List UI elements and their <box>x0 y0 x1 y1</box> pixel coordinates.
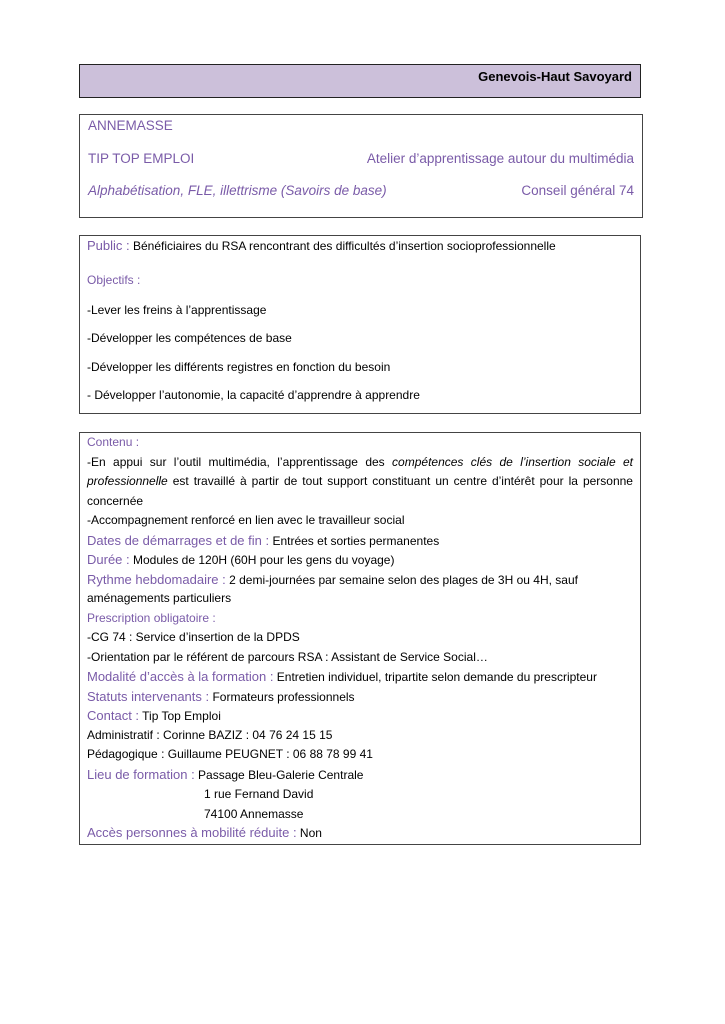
contact-admin: Administratif : Corinne BAZIZ : 04 76 24 15 15 <box>87 727 333 742</box>
workshop-title: Atelier d’apprentissage autour du multimédia <box>366 151 634 166</box>
duree-value: Modules de 120H (60H pour les gens du voyage) <box>132 553 395 567</box>
statuts-value: Formateurs professionnels <box>212 689 355 704</box>
contact-pedagogique: Pédagogique : Guillaume PEUGNET : 06 88 78 99 41 <box>87 747 373 761</box>
contenu-text: -En appui sur l’outil multimédia, l’apprentissage des <box>87 454 385 469</box>
info-box <box>79 114 643 218</box>
contact-row <box>87 706 633 727</box>
region-header <box>79 64 641 98</box>
objective-item: - Développer l’autonomie, la capacité d’apprendre à apprendre <box>87 388 420 402</box>
objective-item: -Lever les freins à l’apprentissage <box>87 303 267 317</box>
statuts-label: Statuts intervenants : <box>87 688 210 704</box>
contenu-line: -Accompagnement renforcé en lien avec le travailleur social <box>87 513 405 527</box>
organization-name: TIP TOP EMPLOI <box>88 151 195 166</box>
contenu-line: concernée <box>87 493 144 508</box>
objectives-label: Objectifs : <box>87 273 141 287</box>
contenu-line <box>87 453 633 473</box>
dates-value: Entrées et sorties permanentes <box>272 533 440 548</box>
contact-value: Tip Top Emploi <box>142 709 221 723</box>
funder-label: Conseil général 74 <box>521 183 634 198</box>
region-title: Genevois-Haut Savoyard <box>478 69 632 84</box>
lieu-address-1: Passage Bleu-Galerie Centrale <box>198 767 364 782</box>
objective-item: -Développer les compétences de base <box>87 331 292 345</box>
acces-label: Accès personnes à mobilité réduite : <box>87 825 297 840</box>
rythme-label: Rythme hebdomadaire : <box>87 571 226 587</box>
prescription-label: Prescription obligatoire : <box>87 610 216 625</box>
rythme-value: 2 demi-journées par semaine selon des plages de 3H ou 4H, sauf <box>229 572 578 587</box>
public-text: Bénéficiaires du RSA rencontrant des difficultés d’insertion socioprofessionnelle <box>132 239 556 253</box>
contact-label: Contact : <box>87 708 140 723</box>
contenu-line <box>87 472 633 492</box>
modalite-row <box>87 667 633 688</box>
contenu-text: est travaillé à partir de tout support constituant un centre d’intérêt pour la personne <box>172 474 633 488</box>
duree-row <box>87 550 633 571</box>
acces-value: Non <box>299 826 322 840</box>
contenu-emphasis: professionnelle <box>87 474 168 488</box>
prescription-item: -Orientation par le référent de parcours RSA : Assistant de Service Social… <box>87 649 488 664</box>
lieu-row <box>87 765 633 786</box>
lieu-address-3: 74100 Annemasse <box>204 806 304 821</box>
public-label: Public : <box>87 238 130 253</box>
public-row <box>87 238 556 253</box>
contenu-emphasis: compétences clés de l’insertion sociale et <box>392 454 633 469</box>
public-objectives-box <box>79 235 641 414</box>
modalite-label: Modalité d’accès à la formation : <box>87 669 274 684</box>
prescription-item: -CG 74 : Service d’insertion de la DPDS <box>87 630 300 644</box>
objective-item: -Développer les différents registres en fonction du besoin <box>87 360 391 374</box>
statuts-row <box>87 687 633 708</box>
dates-label: Dates de démarrages et de fin : <box>87 532 270 548</box>
rythme-value-cont: aménagements particuliers <box>87 591 232 605</box>
lieu-label: Lieu de formation : <box>87 766 195 782</box>
content-box <box>79 432 641 845</box>
acces-row <box>87 823 633 844</box>
dates-row <box>87 531 633 552</box>
contenu-label: Contenu : <box>87 435 140 449</box>
domain-label: Alphabétisation, FLE, illettrisme (Savoirs de base) <box>88 183 387 198</box>
modalite-value: Entretien individuel, tripartite selon demande du prescripteur <box>276 670 597 684</box>
city-name: ANNEMASSE <box>88 118 173 133</box>
rythme-row <box>87 570 633 591</box>
duree-label: Durée : <box>87 552 130 567</box>
lieu-address-2: 1 rue Fernand David <box>204 787 314 801</box>
